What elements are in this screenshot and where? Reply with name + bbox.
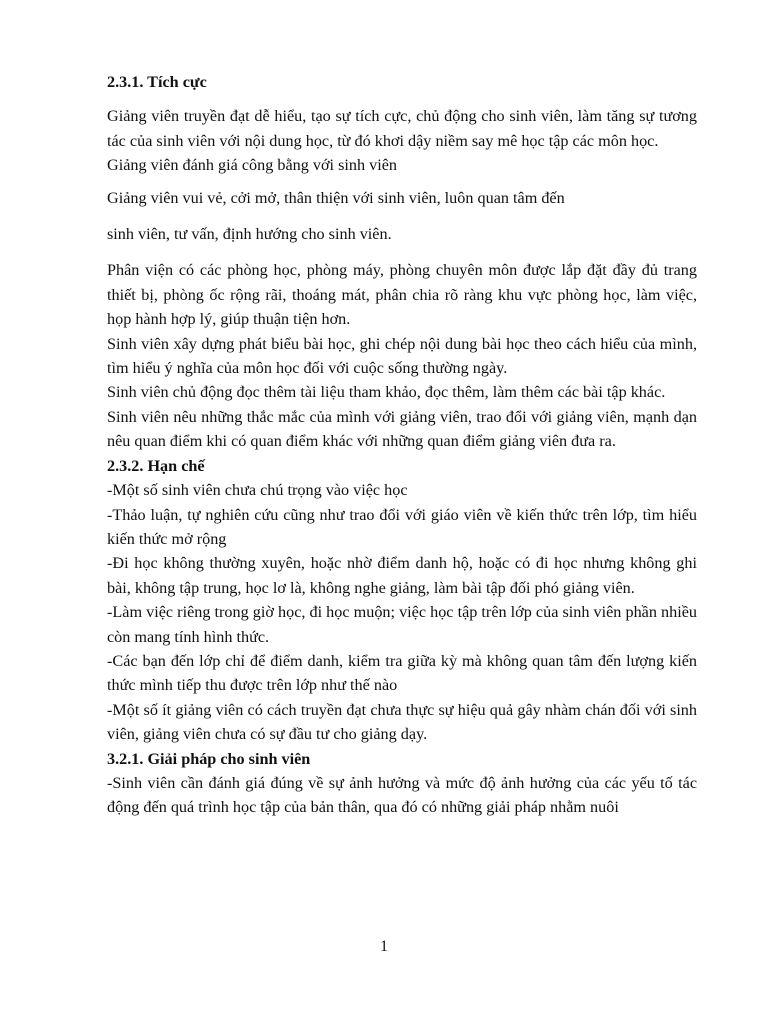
list-item: -Một số sinh viên chưa chú trọng vào việc học [107,481,408,500]
paragraph: Giảng viên truyền đạt dễ hiểu, tạo sự tích cực, chủ động cho sinh viên, làm tăng sự tương tác của sinh viên với nội dung học, từ đó khơi dậy niềm say mê học tập các môn học. [107,107,697,150]
list-item: -Thảo luận, tự nghiên cứu cũng như trao đổi với giáo viên về kiến thức trên lớp, tìm hiểu kiến thức mở rộng [107,505,697,548]
list-item: -Các bạn đến lớp chỉ để điểm danh, kiểm tra giữa kỳ mà không quan tâm đến lượng kiến thức mình tiếp thu được trên lớp như thế nào [107,651,697,695]
paragraph: Phân viện có các phòng học, phòng máy, phòng chuyên môn được lắp đặt đầy đủ trang thiết bị, phòng ốc rộng rãi, thoáng mát, phân chia rõ ràng khu vực phòng học, làm việc, họp hành hợp lý, giúp thuận tiện hơn. [107,261,697,329]
section-heading-positive: 2.3.1. Tích cực [107,73,207,91]
paragraph: sinh viên, tư vấn, định hướng cho sinh viên. [107,225,392,244]
section-heading-limitations: 2.3.2. Hạn chế [107,456,205,475]
paragraph: Sinh viên chủ động đọc thêm tài liệu tham khảo, đọc thêm, làm thêm các bài tập khác. [107,383,666,402]
paragraph: Giảng viên đánh giá công bằng với sinh viên [107,156,397,175]
page-number: 1 [380,938,388,955]
section-heading-solutions: 3.2.1. Giải pháp cho sinh viên [107,749,311,768]
paragraph: Sinh viên nêu những thắc mắc của mình với giảng viên, trao đổi với giảng viên, mạnh dạn nêu quan điểm khi có quan điểm khác với những quan điểm giảng viên đưa ra. [107,407,697,451]
list-item: -Làm việc riêng trong giờ học, đi học muộn; việc học tập trên lớp của sinh viên phần nhiều còn mang tính hình thức. [107,603,697,646]
paragraph: Sinh viên xây dựng phát biểu bài học, ghi chép nội dung bài học theo cách hiểu của mình, tìm hiểu ý nghĩa của môn học đối với cuộc sống thường ngày. [107,334,697,378]
list-item: -Sinh viên cần đánh giá đúng về sự ảnh hưởng và mức độ ảnh hưởng của các yếu tố tác động đến quá trình học tập của bản thân, qua đó có những giải pháp nhằm nuôi [107,773,697,817]
paragraph: Giảng viên vui vẻ, cởi mở, thân thiện với sinh viên, luôn quan tâm đến [107,188,565,207]
list-item: -Một số ít giảng viên có cách truyền đạt chưa thực sự hiệu quả gây nhàm chán đối với sinh viên, giảng viên chưa có sự đầu tư cho giảng dạy. [107,700,697,744]
document-page [107,70,697,820]
list-item: -Đi học không thường xuyên, hoặc nhờ điểm danh hộ, hoặc có đi học nhưng không ghi bài, không tập trung, học lơ là, không nghe giảng, làm bài tập đối phó giảng viên. [107,554,697,597]
